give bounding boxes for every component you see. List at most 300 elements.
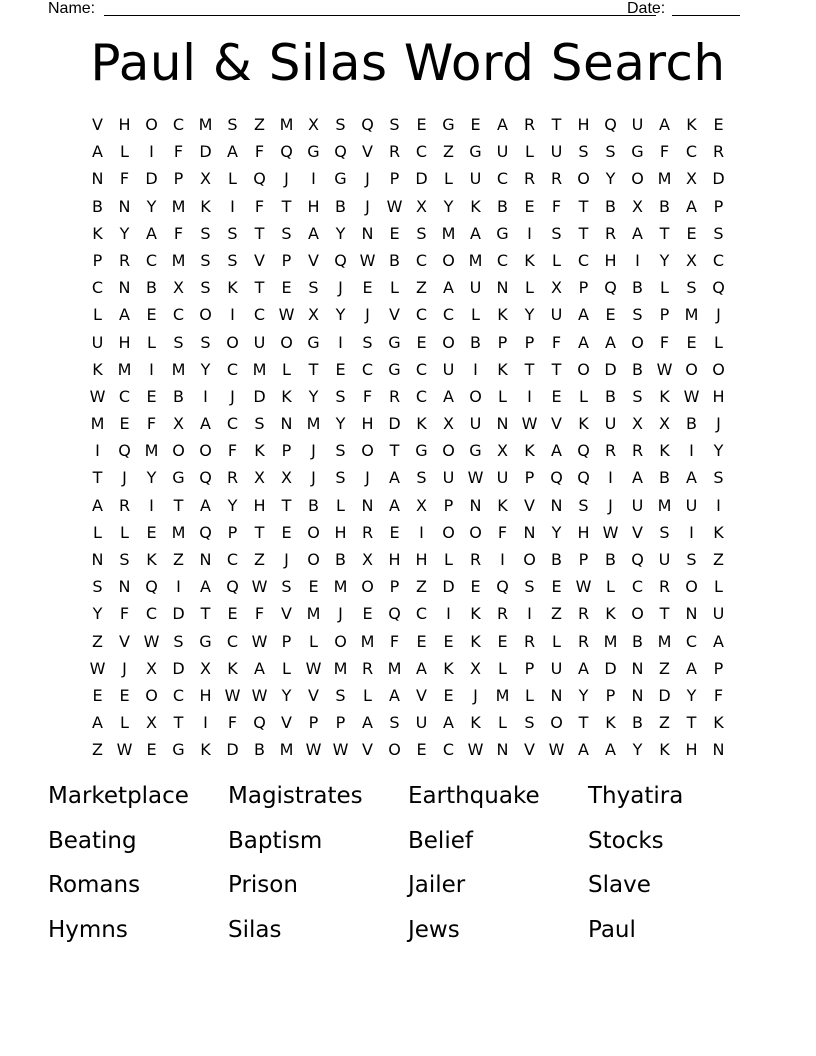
grid-letter: Q — [334, 250, 347, 270]
grid-letter: R — [604, 223, 617, 243]
grid-letter: Q — [550, 468, 563, 488]
grid-letter: D — [442, 577, 455, 597]
grid-letter: R — [118, 495, 131, 515]
grid-letter: U — [442, 468, 455, 488]
grid-letter: T — [254, 223, 265, 243]
grid-letter: S — [308, 278, 319, 298]
grid-letter: K — [254, 441, 265, 461]
grid-letter: J — [365, 468, 370, 488]
grid-letter: Z — [92, 631, 103, 651]
grid-letter: C — [145, 604, 158, 624]
grid-letter: L — [552, 631, 561, 651]
grid-letter: A — [119, 305, 130, 325]
grid-letter: J — [311, 468, 316, 488]
grid-letter: G — [199, 631, 212, 651]
grid-letter: J — [716, 305, 721, 325]
grid-letter: Y — [605, 169, 616, 189]
grid-letter: S — [389, 713, 400, 733]
grid-letter: T — [281, 495, 292, 515]
grid-letter: K — [713, 713, 724, 733]
grid-letter: M — [171, 359, 186, 379]
grid-letter: L — [714, 577, 723, 597]
grid-letter: Y — [335, 223, 346, 243]
grid-letter: R — [577, 631, 590, 651]
grid-letter: M — [90, 414, 105, 434]
grid-letter: H — [577, 115, 590, 134]
grid-letter: E — [362, 604, 373, 624]
grid-letter: N — [631, 685, 644, 705]
grid-letter: A — [362, 713, 373, 733]
grid-letter: A — [497, 115, 508, 134]
grid-letter: O — [334, 631, 347, 651]
word-list-item: Paul — [588, 916, 636, 943]
grid-letter: O — [388, 740, 401, 760]
grid-letter: T — [173, 713, 184, 733]
grid-letter: P — [281, 441, 292, 461]
grid-letter: B — [605, 550, 616, 569]
grid-letter: J — [365, 169, 370, 189]
grid-letter: P — [335, 713, 346, 733]
grid-letter: K — [605, 713, 616, 733]
grid-letter: S — [578, 142, 589, 162]
grid-letter: U — [415, 713, 428, 733]
grid-letter: S — [632, 305, 643, 325]
grid-letter: Y — [443, 196, 454, 216]
grid-letter: P — [524, 658, 535, 678]
grid-letter: Z — [659, 658, 670, 678]
grid-letter: K — [713, 522, 724, 542]
grid-letter: L — [552, 250, 561, 270]
grid-letter: N — [118, 278, 131, 298]
grid-letter: A — [605, 332, 616, 352]
grid-letter: Q — [253, 169, 266, 189]
grid-letter: D — [226, 740, 239, 760]
grid-letter: C — [145, 250, 158, 270]
grid-letter: Y — [578, 685, 589, 705]
grid-letter: M — [252, 359, 267, 379]
grid-letter: Y — [227, 495, 238, 515]
grid-letter: N — [496, 740, 509, 760]
grid-letter: O — [523, 550, 536, 569]
grid-letter: O — [712, 359, 725, 379]
grid-letter: L — [309, 631, 318, 651]
grid-letter: F — [173, 142, 184, 162]
grid-letter: W — [683, 386, 700, 406]
grid-letter: L — [93, 522, 102, 542]
grid-letter: A — [200, 414, 211, 434]
word-list-item: Hymns — [48, 916, 128, 943]
grid-letter: C — [361, 359, 374, 379]
grid-letter: I — [527, 386, 532, 406]
grid-letter: X — [173, 278, 184, 298]
grid-letter: A — [578, 740, 589, 760]
grid-letter: B — [335, 550, 346, 569]
grid-letter: N — [496, 414, 509, 434]
grid-letter: L — [336, 495, 345, 515]
grid-letter: J — [311, 441, 316, 461]
grid-letter: F — [389, 631, 400, 651]
grid-letter: K — [92, 223, 103, 243]
grid-letter: X — [632, 196, 643, 216]
grid-letter: E — [470, 577, 481, 597]
grid-letter: L — [282, 658, 291, 678]
grid-letter: Y — [146, 468, 157, 488]
name-field-line[interactable] — [104, 15, 656, 16]
grid-letter: N — [712, 740, 725, 760]
grid-letter: R — [361, 658, 374, 678]
grid-letter: C — [172, 115, 185, 134]
date-label: Date: — [627, 0, 666, 17]
grid-letter: N — [361, 223, 374, 243]
grid-letter: K — [227, 658, 238, 678]
grid-letter: Z — [173, 550, 184, 569]
grid-letter: K — [416, 414, 427, 434]
grid-letter: P — [497, 332, 508, 352]
grid-letter: I — [203, 386, 208, 406]
grid-letter: N — [685, 604, 698, 624]
grid-letter: Q — [199, 468, 212, 488]
grid-letter: M — [333, 658, 348, 678]
grid-letter: P — [713, 658, 724, 678]
grid-letter: C — [226, 359, 239, 379]
grid-letter: F — [254, 196, 265, 216]
grid-letter: O — [631, 169, 644, 189]
grid-letter: C — [442, 305, 455, 325]
grid-letter: E — [605, 305, 616, 325]
grid-letter: S — [713, 468, 724, 488]
grid-letter: E — [92, 685, 103, 705]
grid-letter: C — [226, 414, 239, 434]
grid-letter: V — [416, 685, 427, 705]
grid-letter: S — [227, 250, 238, 270]
grid-letter: S — [173, 332, 184, 352]
grid-letter: S — [200, 278, 211, 298]
grid-letter: U — [658, 550, 671, 569]
grid-letter: I — [149, 495, 154, 515]
grid-letter: K — [470, 604, 481, 624]
grid-letter: O — [442, 250, 455, 270]
grid-letter: H — [199, 685, 212, 705]
grid-letter: O — [469, 522, 482, 542]
grid-letter: U — [469, 278, 482, 298]
grid-letter: W — [89, 658, 106, 678]
grid-letter: M — [171, 250, 186, 270]
grid-letter: U — [685, 495, 698, 515]
grid-letter: L — [228, 169, 237, 189]
grid-letter: F — [713, 685, 724, 705]
grid-letter: A — [389, 685, 400, 705]
grid-letter: L — [525, 142, 534, 162]
grid-letter: R — [631, 441, 644, 461]
grid-letter: Q — [334, 142, 347, 162]
grid-letter: E — [497, 631, 508, 651]
grid-letter: B — [659, 196, 670, 216]
grid-letter: R — [712, 142, 725, 162]
grid-letter: U — [496, 468, 509, 488]
grid-letter: E — [335, 359, 346, 379]
grid-letter: V — [389, 305, 400, 325]
grid-letter: B — [146, 278, 157, 298]
grid-letter: O — [172, 441, 185, 461]
grid-letter: A — [389, 468, 400, 488]
grid-letter: O — [226, 332, 239, 352]
grid-letter: Y — [551, 522, 562, 542]
grid-letter: H — [118, 332, 131, 352]
grid-letter: I — [608, 468, 613, 488]
grid-letter: H — [388, 550, 401, 569]
grid-letter: I — [311, 169, 316, 189]
grid-letter: V — [524, 740, 535, 760]
grid-letter: T — [281, 196, 292, 216]
grid-letter: R — [604, 441, 617, 461]
grid-letter: C — [172, 685, 185, 705]
grid-letter: P — [443, 495, 454, 515]
grid-letter: F — [362, 386, 373, 406]
grid-letter: Z — [254, 550, 265, 569]
grid-letter: L — [363, 685, 372, 705]
grid-letter: M — [117, 359, 132, 379]
grid-letter: I — [689, 441, 694, 461]
grid-letter: S — [173, 631, 184, 651]
grid-letter: S — [227, 115, 238, 134]
grid-letter: G — [172, 740, 185, 760]
grid-letter: S — [362, 332, 373, 352]
grid-letter: X — [443, 414, 454, 434]
page-title: Paul & Silas Word Search — [90, 34, 726, 92]
grid-letter: C — [91, 278, 104, 298]
grid-letter: R — [550, 169, 563, 189]
grid-letter: C — [118, 386, 131, 406]
grid-letter: G — [415, 441, 428, 461]
grid-letter: W — [575, 577, 592, 597]
grid-letter: A — [686, 468, 697, 488]
grid-letter: G — [469, 441, 482, 461]
word-list-item: Prison — [228, 872, 298, 898]
grid-letter: A — [92, 713, 103, 733]
grid-letter: E — [119, 414, 130, 434]
grid-letter: S — [254, 414, 265, 434]
grid-letter: Q — [199, 522, 212, 542]
grid-letter: B — [335, 196, 346, 216]
grid-letter: I — [230, 196, 235, 216]
grid-letter: P — [92, 250, 103, 270]
grid-letter: Y — [686, 685, 697, 705]
grid-letter: X — [632, 414, 643, 434]
letter-grid — [84, 111, 732, 764]
grid-letter: U — [469, 414, 482, 434]
grid-letter: L — [498, 386, 507, 406]
grid-letter: S — [416, 223, 427, 243]
grid-letter: S — [389, 115, 400, 134]
grid-letter: P — [578, 550, 589, 569]
grid-letter: R — [577, 604, 590, 624]
word-list-item: Marketplace — [48, 783, 189, 809]
grid-letter: E — [416, 740, 427, 760]
grid-letter: Y — [200, 359, 211, 379]
grid-letter: W — [548, 740, 565, 760]
grid-letter: F — [497, 522, 508, 542]
grid-letter: P — [227, 522, 238, 542]
grid-letter: J — [338, 604, 343, 624]
grid-letter: F — [551, 332, 562, 352]
grid-letter: B — [659, 468, 670, 488]
grid-letter: X — [281, 468, 292, 488]
grid-letter: K — [497, 359, 508, 379]
grid-letter: Q — [604, 278, 617, 298]
grid-letter: G — [307, 142, 320, 162]
grid-letter: T — [659, 604, 670, 624]
grid-letter: F — [551, 196, 562, 216]
grid-letter: U — [631, 495, 644, 515]
grid-letter: V — [92, 115, 103, 134]
grid-letter: O — [631, 604, 644, 624]
grid-letter: A — [578, 332, 589, 352]
grid-letter: Q — [388, 604, 401, 624]
grid-letter: L — [579, 386, 588, 406]
grid-letter: D — [604, 658, 617, 678]
grid-letter: E — [416, 115, 427, 134]
grid-letter: S — [524, 713, 535, 733]
word-list-item: Romans — [48, 872, 141, 898]
grid-letter: R — [523, 631, 536, 651]
grid-letter: B — [497, 196, 508, 216]
grid-letter: D — [199, 142, 212, 162]
grid-letter: H — [307, 196, 320, 216]
grid-letter: B — [389, 250, 400, 270]
grid-letter: W — [251, 685, 268, 705]
grid-letter: M — [657, 631, 672, 651]
grid-letter: B — [632, 631, 643, 651]
grid-letter: E — [281, 278, 292, 298]
grid-letter: B — [173, 386, 184, 406]
grid-letter: S — [92, 577, 103, 597]
grid-letter: X — [254, 468, 265, 488]
grid-letter: F — [227, 441, 238, 461]
grid-letter: N — [523, 522, 536, 542]
grid-letter: Z — [443, 142, 454, 162]
grid-letter: S — [335, 468, 346, 488]
grid-letter: S — [281, 223, 292, 243]
grid-letter: W — [656, 359, 673, 379]
grid-letter: X — [308, 305, 319, 325]
grid-letter: J — [284, 550, 289, 569]
grid-letter: R — [361, 522, 374, 542]
grid-letter: E — [470, 115, 481, 134]
grid-letter: G — [172, 468, 185, 488]
grid-letter: F — [119, 169, 130, 189]
date-field-line[interactable] — [672, 15, 740, 16]
grid-letter: I — [230, 305, 235, 325]
grid-letter: D — [172, 604, 185, 624]
grid-letter: E — [443, 685, 454, 705]
grid-letter: D — [415, 169, 428, 189]
grid-letter: Z — [416, 577, 427, 597]
grid-letter: O — [145, 685, 158, 705]
word-list-item: Magistrates — [228, 783, 363, 809]
grid-letter: U — [253, 332, 266, 352]
grid-letter: R — [658, 577, 671, 597]
grid-letter: O — [145, 115, 158, 134]
grid-letter: Z — [551, 604, 562, 624]
grid-letter: L — [606, 577, 615, 597]
grid-letter: S — [335, 685, 346, 705]
grid-letter: P — [281, 250, 292, 270]
grid-letter: Q — [604, 115, 617, 134]
grid-letter: P — [389, 577, 400, 597]
grid-letter: K — [470, 631, 481, 651]
grid-letter: C — [415, 305, 428, 325]
grid-letter: T — [578, 713, 589, 733]
grid-letter: M — [279, 115, 294, 134]
grid-letter: F — [659, 332, 670, 352]
grid-letter: C — [415, 359, 428, 379]
grid-letter: N — [91, 169, 104, 189]
grid-letter: X — [173, 414, 184, 434]
grid-letter: E — [524, 196, 535, 216]
grid-letter: R — [523, 169, 536, 189]
grid-letter: U — [550, 305, 563, 325]
grid-letter: U — [91, 332, 104, 352]
grid-letter: Z — [659, 713, 670, 733]
grid-letter: V — [119, 631, 130, 651]
grid-letter: W — [467, 740, 484, 760]
word-list-item: Earthquake — [408, 783, 540, 809]
grid-letter: C — [685, 142, 698, 162]
grid-letter: H — [361, 414, 374, 434]
grid-letter: O — [442, 522, 455, 542]
grid-letter: S — [578, 495, 589, 515]
word-list-item: Stocks — [588, 827, 664, 854]
grid-letter: W — [224, 685, 241, 705]
grid-letter: C — [577, 250, 590, 270]
grid-letter: S — [200, 223, 211, 243]
word-list — [48, 778, 768, 956]
grid-letter: O — [469, 386, 482, 406]
grid-letter: T — [389, 441, 400, 461]
grid-letter: N — [118, 577, 131, 597]
grid-letter: T — [200, 604, 211, 624]
grid-letter: U — [469, 169, 482, 189]
grid-letter: W — [386, 196, 403, 216]
grid-letter: T — [254, 278, 265, 298]
grid-letter: P — [713, 196, 724, 216]
grid-letter: B — [632, 359, 643, 379]
grid-letter: S — [416, 468, 427, 488]
grid-letter: I — [338, 332, 343, 352]
grid-letter: Q — [631, 550, 644, 569]
grid-letter: O — [361, 577, 374, 597]
grid-letter: K — [605, 604, 616, 624]
grid-letter: L — [120, 522, 129, 542]
grid-letter: R — [226, 468, 239, 488]
grid-letter: J — [608, 495, 613, 515]
grid-letter: Z — [713, 550, 724, 569]
grid-letter: O — [550, 713, 563, 733]
grid-letter: L — [120, 142, 129, 162]
grid-letter: P — [578, 278, 589, 298]
grid-letter: Y — [524, 305, 535, 325]
grid-letter: B — [470, 332, 481, 352]
grid-letter: K — [200, 196, 211, 216]
grid-letter: A — [632, 223, 643, 243]
grid-letter: M — [387, 658, 402, 678]
grid-letter: S — [335, 386, 346, 406]
grid-letter: M — [603, 631, 618, 651]
grid-letter: I — [473, 359, 478, 379]
grid-letter: M — [441, 223, 456, 243]
grid-letter: E — [146, 386, 157, 406]
grid-letter: B — [632, 278, 643, 298]
